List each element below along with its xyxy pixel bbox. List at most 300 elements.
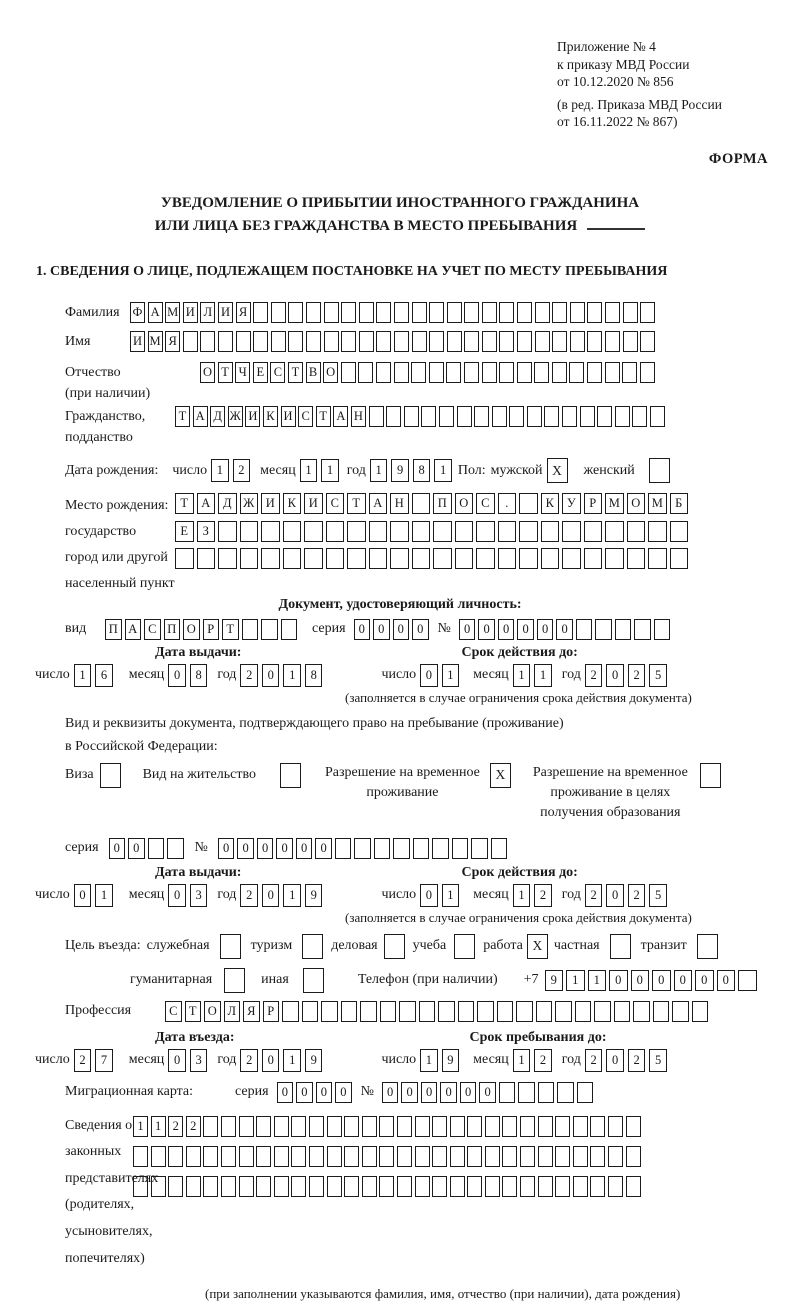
char-cell[interactable]: [633, 1001, 650, 1022]
char-cell[interactable]: [605, 548, 624, 569]
char-cell[interactable]: [692, 1001, 709, 1022]
char-cell[interactable]: [359, 331, 374, 352]
char-cell[interactable]: [376, 331, 391, 352]
char-cell[interactable]: [538, 1116, 553, 1137]
char-cell[interactable]: [517, 362, 532, 383]
char-cell[interactable]: [429, 362, 444, 383]
char-cell[interactable]: [306, 302, 321, 323]
char-cell[interactable]: [654, 619, 671, 640]
char-cell[interactable]: [256, 1176, 271, 1197]
char-cell[interactable]: В: [306, 362, 321, 383]
char-cell[interactable]: [369, 521, 388, 542]
char-cell[interactable]: 1: [133, 1116, 148, 1137]
char-cell[interactable]: [197, 548, 216, 569]
char-cell[interactable]: [253, 302, 268, 323]
char-cell[interactable]: 2: [534, 884, 552, 907]
char-cell[interactable]: [502, 1116, 517, 1137]
purpose-study-checkbox[interactable]: [454, 934, 475, 959]
char-cell[interactable]: 0: [168, 1049, 186, 1072]
char-cell[interactable]: 1: [513, 1049, 531, 1072]
purpose-official-checkbox[interactable]: [220, 934, 241, 959]
char-cell[interactable]: О: [455, 493, 474, 514]
char-cell[interactable]: 9: [305, 1049, 323, 1072]
char-cell[interactable]: [183, 331, 198, 352]
char-cell[interactable]: С: [144, 619, 161, 640]
char-cell[interactable]: [390, 521, 409, 542]
char-cell[interactable]: 2: [240, 1049, 258, 1072]
char-cell[interactable]: [412, 331, 427, 352]
char-cell[interactable]: Ч: [235, 362, 250, 383]
char-cell[interactable]: 1: [283, 664, 301, 687]
char-cell[interactable]: [236, 331, 251, 352]
char-cell[interactable]: А: [333, 406, 348, 427]
char-cell[interactable]: [344, 1116, 359, 1137]
char-cell[interactable]: [421, 406, 436, 427]
char-cell[interactable]: [535, 331, 550, 352]
char-cell[interactable]: 2: [585, 884, 603, 907]
char-cell[interactable]: М: [148, 331, 163, 352]
char-cell[interactable]: [240, 521, 259, 542]
char-cell[interactable]: [256, 1146, 271, 1167]
char-cell[interactable]: [482, 302, 497, 323]
char-cell[interactable]: [447, 302, 462, 323]
char-cell[interactable]: [360, 1001, 377, 1022]
char-cell[interactable]: [536, 1001, 553, 1022]
char-cell[interactable]: К: [263, 406, 278, 427]
char-cell[interactable]: 2: [534, 1049, 552, 1072]
char-cell[interactable]: [570, 302, 585, 323]
char-cell[interactable]: [203, 1176, 218, 1197]
char-cell[interactable]: [538, 1082, 555, 1103]
char-cell[interactable]: [527, 406, 542, 427]
char-cell[interactable]: 2: [240, 884, 258, 907]
char-cell[interactable]: Д: [210, 406, 225, 427]
char-cell[interactable]: Л: [224, 1001, 241, 1022]
char-cell[interactable]: [347, 548, 366, 569]
char-cell[interactable]: Д: [218, 493, 237, 514]
char-cell[interactable]: И: [183, 302, 198, 323]
char-cell[interactable]: [648, 521, 667, 542]
char-cell[interactable]: И: [245, 406, 260, 427]
char-cell[interactable]: 0: [420, 664, 438, 687]
char-cell[interactable]: [467, 1116, 482, 1137]
char-cell[interactable]: [341, 362, 356, 383]
char-cell[interactable]: О: [183, 619, 200, 640]
char-cell[interactable]: 1: [74, 664, 92, 687]
char-cell[interactable]: [608, 1176, 623, 1197]
char-cell[interactable]: О: [323, 362, 338, 383]
char-cell[interactable]: [394, 302, 409, 323]
char-cell[interactable]: [274, 1146, 289, 1167]
char-cell[interactable]: К: [541, 493, 560, 514]
char-cell[interactable]: [467, 1146, 482, 1167]
char-cell[interactable]: [306, 331, 321, 352]
char-cell[interactable]: Н: [390, 493, 409, 514]
char-cell[interactable]: [608, 1116, 623, 1137]
char-cell[interactable]: Н: [351, 406, 366, 427]
char-cell[interactable]: 8: [413, 459, 431, 482]
char-cell[interactable]: [309, 1116, 324, 1137]
char-cell[interactable]: [412, 548, 431, 569]
char-cell[interactable]: [374, 838, 391, 859]
char-cell[interactable]: 9: [545, 970, 564, 991]
char-cell[interactable]: 2: [628, 664, 646, 687]
char-cell[interactable]: [575, 1001, 592, 1022]
char-cell[interactable]: [221, 1146, 236, 1167]
char-cell[interactable]: [271, 302, 286, 323]
char-cell[interactable]: [457, 406, 472, 427]
char-cell[interactable]: П: [105, 619, 122, 640]
char-cell[interactable]: 1: [300, 459, 318, 482]
char-cell[interactable]: Т: [316, 406, 331, 427]
char-cell[interactable]: [597, 406, 612, 427]
char-cell[interactable]: 0: [652, 970, 671, 991]
char-cell[interactable]: [397, 1116, 412, 1137]
char-cell[interactable]: [326, 548, 345, 569]
char-cell[interactable]: [376, 362, 391, 383]
char-cell[interactable]: [485, 1146, 500, 1167]
char-cell[interactable]: [605, 302, 620, 323]
char-cell[interactable]: [291, 1176, 306, 1197]
char-cell[interactable]: 0: [218, 838, 235, 859]
char-cell[interactable]: 0: [109, 838, 126, 859]
char-cell[interactable]: 1: [211, 459, 229, 482]
char-cell[interactable]: 2: [186, 1116, 201, 1137]
char-cell[interactable]: 0: [335, 1082, 352, 1103]
char-cell[interactable]: 9: [391, 459, 409, 482]
char-cell[interactable]: 1: [566, 970, 585, 991]
char-cell[interactable]: 0: [717, 970, 736, 991]
char-cell[interactable]: [168, 1146, 183, 1167]
char-cell[interactable]: [413, 838, 430, 859]
char-cell[interactable]: 3: [190, 884, 208, 907]
char-cell[interactable]: И: [130, 331, 145, 352]
char-cell[interactable]: 0: [382, 1082, 399, 1103]
char-cell[interactable]: 0: [74, 884, 92, 907]
char-cell[interactable]: [520, 1176, 535, 1197]
char-cell[interactable]: [429, 331, 444, 352]
char-cell[interactable]: [552, 302, 567, 323]
char-cell[interactable]: Я: [243, 1001, 260, 1022]
char-cell[interactable]: [221, 1176, 236, 1197]
char-cell[interactable]: [369, 548, 388, 569]
char-cell[interactable]: [429, 302, 444, 323]
char-cell[interactable]: Т: [218, 362, 233, 383]
char-cell[interactable]: [419, 1001, 436, 1022]
char-cell[interactable]: 0: [168, 664, 186, 687]
char-cell[interactable]: [452, 838, 469, 859]
char-cell[interactable]: 0: [262, 1049, 280, 1072]
char-cell[interactable]: [369, 406, 384, 427]
char-cell[interactable]: [432, 1146, 447, 1167]
char-cell[interactable]: 1: [442, 664, 460, 687]
char-cell[interactable]: 0: [606, 664, 624, 687]
char-cell[interactable]: [455, 548, 474, 569]
char-cell[interactable]: 0: [517, 619, 534, 640]
char-cell[interactable]: [379, 1146, 394, 1167]
char-cell[interactable]: 0: [695, 970, 714, 991]
char-cell[interactable]: 1: [95, 884, 113, 907]
char-cell[interactable]: [218, 331, 233, 352]
char-cell[interactable]: [341, 1001, 358, 1022]
char-cell[interactable]: [632, 406, 647, 427]
char-cell[interactable]: Р: [203, 619, 220, 640]
char-cell[interactable]: [518, 1082, 535, 1103]
char-cell[interactable]: [627, 521, 646, 542]
char-cell[interactable]: [412, 493, 431, 514]
char-cell[interactable]: [485, 1116, 500, 1137]
char-cell[interactable]: [482, 362, 497, 383]
char-cell[interactable]: И: [218, 302, 233, 323]
char-cell[interactable]: 1: [513, 884, 531, 907]
char-cell[interactable]: [168, 1176, 183, 1197]
char-cell[interactable]: [622, 362, 637, 383]
char-cell[interactable]: К: [283, 493, 302, 514]
char-cell[interactable]: .: [498, 493, 517, 514]
char-cell[interactable]: [502, 1146, 517, 1167]
char-cell[interactable]: [415, 1176, 430, 1197]
char-cell[interactable]: [133, 1146, 148, 1167]
char-cell[interactable]: [447, 331, 462, 352]
char-cell[interactable]: [394, 362, 409, 383]
purpose-work-checkbox[interactable]: X: [527, 934, 548, 959]
char-cell[interactable]: [590, 1146, 605, 1167]
char-cell[interactable]: [595, 619, 612, 640]
char-cell[interactable]: [519, 521, 538, 542]
char-cell[interactable]: [327, 1146, 342, 1167]
char-cell[interactable]: 0: [412, 619, 429, 640]
char-cell[interactable]: [344, 1146, 359, 1167]
char-cell[interactable]: [412, 302, 427, 323]
char-cell[interactable]: [341, 331, 356, 352]
char-cell[interactable]: [650, 406, 665, 427]
char-cell[interactable]: А: [148, 302, 163, 323]
char-cell[interactable]: [499, 362, 514, 383]
char-cell[interactable]: [497, 1001, 514, 1022]
char-cell[interactable]: 0: [316, 1082, 333, 1103]
char-cell[interactable]: [386, 406, 401, 427]
char-cell[interactable]: 0: [606, 1049, 624, 1072]
char-cell[interactable]: 5: [649, 664, 667, 687]
char-cell[interactable]: [446, 362, 461, 383]
char-cell[interactable]: [186, 1146, 201, 1167]
purpose-private-checkbox[interactable]: [610, 934, 631, 959]
char-cell[interactable]: [415, 1116, 430, 1137]
char-cell[interactable]: М: [648, 493, 667, 514]
char-cell[interactable]: 0: [354, 619, 371, 640]
char-cell[interactable]: [239, 1116, 254, 1137]
char-cell[interactable]: [288, 331, 303, 352]
char-cell[interactable]: [151, 1176, 166, 1197]
char-cell[interactable]: Т: [288, 362, 303, 383]
char-cell[interactable]: [455, 521, 474, 542]
char-cell[interactable]: [450, 1146, 465, 1167]
char-cell[interactable]: Т: [185, 1001, 202, 1022]
purpose-other-checkbox[interactable]: [303, 968, 324, 993]
char-cell[interactable]: 0: [631, 970, 650, 991]
char-cell[interactable]: [415, 1146, 430, 1167]
char-cell[interactable]: [474, 406, 489, 427]
char-cell[interactable]: [626, 1146, 641, 1167]
char-cell[interactable]: [450, 1176, 465, 1197]
char-cell[interactable]: [519, 548, 538, 569]
char-cell[interactable]: Л: [200, 302, 215, 323]
char-cell[interactable]: 0: [262, 664, 280, 687]
char-cell[interactable]: 0: [296, 838, 313, 859]
char-cell[interactable]: [670, 548, 689, 569]
char-cell[interactable]: 0: [296, 1082, 313, 1103]
char-cell[interactable]: [281, 619, 298, 640]
char-cell[interactable]: [341, 302, 356, 323]
char-cell[interactable]: [344, 1176, 359, 1197]
char-cell[interactable]: [605, 362, 620, 383]
char-cell[interactable]: [291, 1116, 306, 1137]
char-cell[interactable]: [634, 619, 651, 640]
char-cell[interactable]: [580, 406, 595, 427]
char-cell[interactable]: [570, 331, 585, 352]
char-cell[interactable]: 0: [498, 619, 515, 640]
char-cell[interactable]: [477, 1001, 494, 1022]
male-checkbox[interactable]: X: [547, 458, 568, 483]
char-cell[interactable]: [464, 362, 479, 383]
purpose-transit-checkbox[interactable]: [697, 934, 718, 959]
char-cell[interactable]: 1: [513, 664, 531, 687]
char-cell[interactable]: [562, 548, 581, 569]
char-cell[interactable]: [516, 1001, 533, 1022]
char-cell[interactable]: [498, 548, 517, 569]
char-cell[interactable]: [653, 1001, 670, 1022]
char-cell[interactable]: [605, 521, 624, 542]
char-cell[interactable]: 1: [151, 1116, 166, 1137]
char-cell[interactable]: 0: [277, 1082, 294, 1103]
char-cell[interactable]: И: [304, 493, 323, 514]
char-cell[interactable]: [203, 1146, 218, 1167]
char-cell[interactable]: 0: [393, 619, 410, 640]
char-cell[interactable]: 0: [556, 619, 573, 640]
char-cell[interactable]: [175, 548, 194, 569]
char-cell[interactable]: 1: [283, 884, 301, 907]
char-cell[interactable]: Т: [175, 406, 190, 427]
char-cell[interactable]: [380, 1001, 397, 1022]
char-cell[interactable]: [627, 548, 646, 569]
char-cell[interactable]: [555, 1116, 570, 1137]
char-cell[interactable]: [412, 521, 431, 542]
char-cell[interactable]: [133, 1176, 148, 1197]
char-cell[interactable]: [640, 362, 655, 383]
char-cell[interactable]: [557, 1082, 574, 1103]
char-cell[interactable]: 0: [128, 838, 145, 859]
char-cell[interactable]: [623, 331, 638, 352]
char-cell[interactable]: А: [369, 493, 388, 514]
char-cell[interactable]: Е: [175, 521, 194, 542]
char-cell[interactable]: 5: [649, 1049, 667, 1072]
char-cell[interactable]: 1: [370, 459, 388, 482]
char-cell[interactable]: [304, 548, 323, 569]
char-cell[interactable]: [670, 521, 689, 542]
char-cell[interactable]: [648, 548, 667, 569]
char-cell[interactable]: [239, 1176, 254, 1197]
char-cell[interactable]: 2: [628, 884, 646, 907]
female-checkbox[interactable]: [649, 458, 670, 483]
char-cell[interactable]: [517, 331, 532, 352]
char-cell[interactable]: Ж: [240, 493, 259, 514]
char-cell[interactable]: [584, 521, 603, 542]
char-cell[interactable]: А: [125, 619, 142, 640]
char-cell[interactable]: [458, 1001, 475, 1022]
char-cell[interactable]: [167, 838, 184, 859]
purpose-humanitarian-checkbox[interactable]: [224, 968, 245, 993]
char-cell[interactable]: [499, 302, 514, 323]
char-cell[interactable]: [411, 362, 426, 383]
char-cell[interactable]: 1: [283, 1049, 301, 1072]
char-cell[interactable]: [464, 331, 479, 352]
char-cell[interactable]: 6: [95, 664, 113, 687]
char-cell[interactable]: [151, 1146, 166, 1167]
char-cell[interactable]: 5: [649, 884, 667, 907]
char-cell[interactable]: Я: [165, 331, 180, 352]
char-cell[interactable]: 8: [305, 664, 323, 687]
char-cell[interactable]: [623, 302, 638, 323]
char-cell[interactable]: [347, 521, 366, 542]
char-cell[interactable]: [614, 1001, 631, 1022]
char-cell[interactable]: И: [261, 493, 280, 514]
char-cell[interactable]: [569, 362, 584, 383]
char-cell[interactable]: [491, 838, 508, 859]
char-cell[interactable]: 1: [434, 459, 452, 482]
char-cell[interactable]: [309, 1176, 324, 1197]
char-cell[interactable]: 0: [479, 1082, 496, 1103]
char-cell[interactable]: [509, 406, 524, 427]
char-cell[interactable]: [626, 1176, 641, 1197]
char-cell[interactable]: 9: [305, 884, 323, 907]
char-cell[interactable]: О: [200, 362, 215, 383]
char-cell[interactable]: [438, 1001, 455, 1022]
char-cell[interactable]: [544, 406, 559, 427]
char-cell[interactable]: [271, 331, 286, 352]
char-cell[interactable]: [221, 1116, 236, 1137]
char-cell[interactable]: С: [165, 1001, 182, 1022]
char-cell[interactable]: [640, 331, 655, 352]
char-cell[interactable]: 7: [95, 1049, 113, 1072]
char-cell[interactable]: 0: [168, 884, 186, 907]
char-cell[interactable]: [450, 1116, 465, 1137]
char-cell[interactable]: [573, 1176, 588, 1197]
char-cell[interactable]: [302, 1001, 319, 1022]
char-cell[interactable]: [309, 1146, 324, 1167]
char-cell[interactable]: [261, 619, 278, 640]
char-cell[interactable]: О: [627, 493, 646, 514]
char-cell[interactable]: Т: [347, 493, 366, 514]
char-cell[interactable]: [467, 1176, 482, 1197]
char-cell[interactable]: 0: [401, 1082, 418, 1103]
char-cell[interactable]: [242, 619, 259, 640]
char-cell[interactable]: [535, 302, 550, 323]
char-cell[interactable]: [476, 521, 495, 542]
char-cell[interactable]: 0: [459, 619, 476, 640]
char-cell[interactable]: [577, 1082, 594, 1103]
char-cell[interactable]: П: [433, 493, 452, 514]
char-cell[interactable]: С: [476, 493, 495, 514]
purpose-business-checkbox[interactable]: [384, 934, 405, 959]
char-cell[interactable]: А: [193, 406, 208, 427]
char-cell[interactable]: Т: [175, 493, 194, 514]
char-cell[interactable]: 0: [440, 1082, 457, 1103]
char-cell[interactable]: [517, 302, 532, 323]
char-cell[interactable]: Ж: [228, 406, 243, 427]
char-cell[interactable]: [239, 1146, 254, 1167]
temp-permit-checkbox[interactable]: X: [490, 763, 511, 788]
char-cell[interactable]: [541, 548, 560, 569]
